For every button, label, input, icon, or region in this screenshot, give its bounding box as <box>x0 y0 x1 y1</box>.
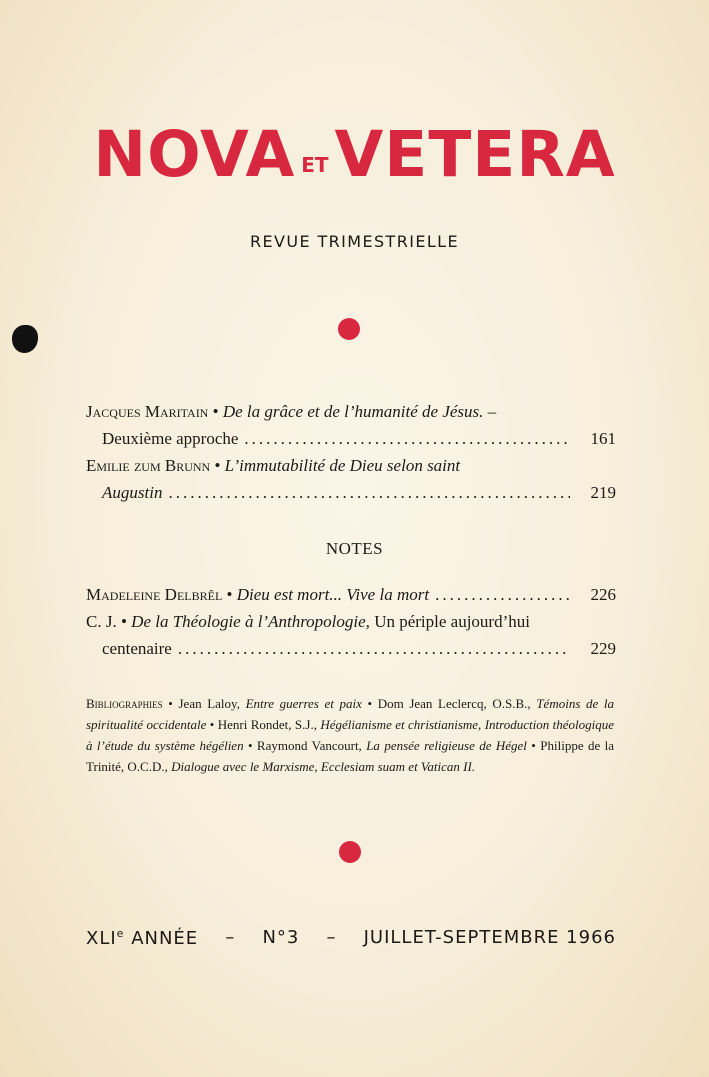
binding-hole-mark <box>12 325 38 353</box>
journal-subtitle: REVUE TRIMESTRIELLE <box>249 232 459 251</box>
bibliographies-block: Bibliographies • Jean Laloy, Entre guerres et paix • Dom Jean Leclercq, O.S.B., Témoins de la spiritualité occidentale • Henri Rondet, S.J., Hégélianisme et christianisme, Introduction théologique à l’étude du système hégélien • Raymond Vancourt, La pensée religieuse de Hégel • Philippe de la Trinité, O.C.D., Dialogue avec le Marxisme, Ecclesiam suam et Vatican II. <box>86 696 615 774</box>
bullet-separator: • <box>212 402 219 421</box>
volume-number: XLI <box>86 928 117 949</box>
dot-leader <box>435 581 570 608</box>
separator-dash: – <box>225 927 236 948</box>
bibliographies-label: Bibliographies <box>86 696 163 711</box>
title-word-nova: NOVA <box>93 118 296 191</box>
article-title-cont: Augustin <box>102 483 163 502</box>
note-entry-1-text <box>86 581 429 608</box>
journal-title <box>0 118 709 191</box>
biblio-author: Raymond Vancourt, <box>256 738 362 753</box>
title-conjunction: ET <box>301 153 329 177</box>
biblio-title: Entre guerres et paix <box>245 696 362 711</box>
article-title: De la grâce et de l’humanité de Jésus. – <box>222 402 497 421</box>
biblio-author: Henri Rondet, S.J., <box>217 717 317 732</box>
note-title-rest: Un périple aujourd’hui <box>374 612 530 631</box>
note-author: Madeleine Delbrêl <box>86 585 223 604</box>
note-entry-2-line-2 <box>86 635 616 662</box>
notes-heading: NOTES <box>325 539 384 558</box>
biblio-title: Dialogue avec le Marxisme, Ecclesiam suam et Vatican II. <box>171 759 476 774</box>
article-author: Jacques Maritain <box>86 402 209 421</box>
toc-entry-2-line-2 <box>86 479 616 506</box>
bullet-separator: • <box>226 585 233 604</box>
note-entry-1 <box>86 581 616 608</box>
article-title-cont: Deuxième approche <box>102 429 239 448</box>
article-title: L’immutabilité de Dieu selon saint <box>224 456 461 475</box>
dot-leader <box>178 635 570 662</box>
separator-dash: – <box>326 927 337 948</box>
dot-leader <box>244 425 570 452</box>
page-number: 229 <box>590 639 616 658</box>
red-dot-ornament-bottom <box>339 841 361 863</box>
issue-number: N°3 <box>262 927 300 948</box>
bullet-separator: • <box>120 612 127 631</box>
red-dot-ornament-top <box>338 318 360 340</box>
note-title-cont: centenaire <box>102 639 172 658</box>
issue-line <box>86 927 616 949</box>
issue-volume <box>86 927 198 949</box>
note-title: Dieu est mort... Vive la mort <box>236 585 430 604</box>
biblio-author: Dom Jean Leclercq, O.S.B., <box>377 696 531 711</box>
biblio-author: Philippe de la Trinité, O.C.D., <box>86 738 615 774</box>
toc-entry-1-line-2 <box>86 425 616 452</box>
article-author: Emilie zum Brunn <box>86 456 211 475</box>
biblio-title: La pensée religieuse de Hégel <box>366 738 527 753</box>
biblio-author: Jean Laloy, <box>178 696 240 711</box>
table-of-contents <box>86 398 616 506</box>
issue-period: JUILLET-SEPTEMBRE 1966 <box>363 927 616 948</box>
page-number: 219 <box>590 483 616 502</box>
dot-leader <box>168 479 570 506</box>
note-entry-2-line-1 <box>86 608 616 635</box>
bullet-separator: • <box>214 456 221 475</box>
page-number: 161 <box>590 429 616 448</box>
year-label: ANNÉE <box>131 928 199 949</box>
biblio-title: Témoins de la spiritualité occidentale <box>86 696 615 732</box>
title-word-vetera: VETERA <box>334 118 616 191</box>
toc-entry-2-line-1 <box>86 452 616 479</box>
note-author: C. J. <box>86 612 117 631</box>
notes-list <box>86 581 616 662</box>
biblio-title: Hégélianisme et christianisme, Introduction théologique à l’étude du système hégélien <box>86 717 614 753</box>
volume-ordinal: e <box>116 927 125 940</box>
note-title-italic: De la Théologie à l’Anthropologie, <box>131 612 370 631</box>
page-number: 226 <box>590 585 616 604</box>
toc-entry-1-line-1 <box>86 398 616 425</box>
